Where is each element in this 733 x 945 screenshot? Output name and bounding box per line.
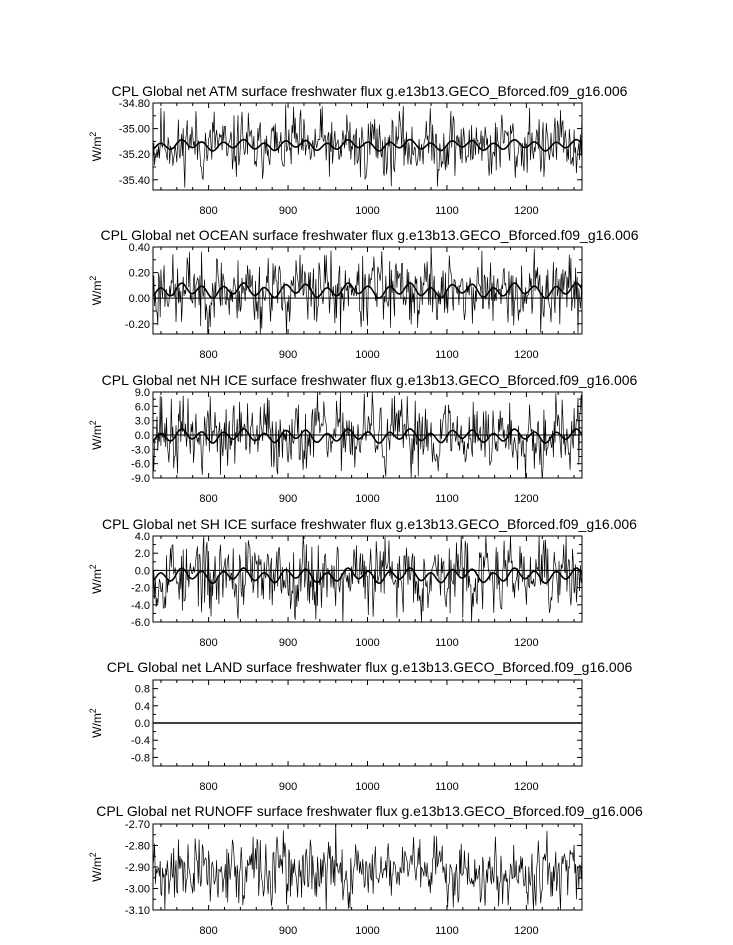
y-tick-label: 0.00 bbox=[128, 293, 150, 306]
y-axis-label-unit: W/m bbox=[90, 136, 104, 162]
chart-panel-4 bbox=[88, 516, 637, 649]
y-axis-label bbox=[88, 276, 104, 306]
series-line-annual bbox=[153, 105, 582, 188]
x-tick-label: 1000 bbox=[355, 493, 380, 505]
y-tick-label: 0.8 bbox=[134, 683, 150, 696]
chart-title: CPL Global net ATM surface freshwater flux g.e13b13.GECO_Bforced.f09_g16.006 bbox=[111, 83, 628, 99]
x-tick-label: 900 bbox=[278, 205, 298, 217]
chart-panel-2 bbox=[88, 227, 639, 361]
y-axis-label bbox=[88, 564, 104, 594]
x-tick-label: 1100 bbox=[435, 637, 459, 649]
x-tick-label: 1200 bbox=[514, 781, 539, 793]
y-tick-label: 0.40 bbox=[128, 242, 150, 254]
y-tick-label: -2.80 bbox=[124, 840, 150, 853]
x-tick-label: 1000 bbox=[355, 781, 380, 793]
x-tick-label: 900 bbox=[278, 637, 298, 649]
x-tick-label: 900 bbox=[278, 349, 298, 361]
y-tick-label: -3.0 bbox=[131, 444, 150, 457]
y-tick-label: -35.40 bbox=[118, 174, 150, 187]
y-tick-label: -6.0 bbox=[131, 458, 150, 471]
chart-panel-3 bbox=[88, 372, 638, 505]
y-tick-label: 6.0 bbox=[134, 401, 150, 414]
y-axis-label-exponent: 2 bbox=[88, 275, 98, 281]
y-tick-label: -9.0 bbox=[131, 473, 150, 485]
x-tick-label: 1100 bbox=[435, 205, 459, 217]
plot-frame bbox=[153, 824, 582, 910]
x-tick-label: 900 bbox=[278, 781, 298, 793]
x-tick-label: 1100 bbox=[435, 349, 459, 361]
chart-title: CPL Global net RUNOFF surface freshwater flux g.e13b13.GECO_Bforced.f09_g16.006 bbox=[96, 803, 643, 819]
y-tick-label: 0.0 bbox=[134, 718, 150, 730]
x-tick-label: 1100 bbox=[435, 925, 459, 937]
x-tick-label: 1200 bbox=[514, 205, 539, 217]
y-axis-label-unit: W/m bbox=[90, 425, 104, 450]
y-axis-label-exponent: 2 bbox=[88, 708, 98, 714]
y-tick-label: -6.0 bbox=[131, 617, 150, 629]
y-tick-label: -3.00 bbox=[124, 883, 150, 896]
y-axis-label-exponent: 2 bbox=[88, 852, 98, 858]
x-tick-label: 1000 bbox=[355, 925, 380, 937]
x-tick-label: 900 bbox=[278, 493, 298, 505]
chart-title: CPL Global net LAND surface freshwater flux g.e13b13.GECO_Bforced.f09_g16.006 bbox=[106, 659, 633, 675]
y-axis-label-unit: W/m bbox=[90, 569, 104, 594]
y-tick-label: -34.80 bbox=[118, 98, 150, 110]
y-axis-label-exponent: 2 bbox=[88, 420, 98, 426]
x-tick-label: 1200 bbox=[514, 349, 539, 361]
y-axis-label-unit: W/m bbox=[90, 713, 104, 738]
y-tick-label: 4.0 bbox=[134, 531, 150, 543]
y-axis-label bbox=[88, 420, 104, 450]
x-tick-label: 1200 bbox=[514, 925, 539, 937]
y-tick-label: -35.20 bbox=[118, 149, 150, 162]
chart-panel-1 bbox=[88, 83, 628, 217]
x-tick-label: 800 bbox=[199, 925, 218, 937]
y-tick-label: -4.0 bbox=[131, 599, 150, 612]
y-tick-label: -0.4 bbox=[131, 735, 150, 748]
y-axis-label-exponent: 2 bbox=[88, 131, 98, 137]
y-tick-label: -2.70 bbox=[124, 819, 150, 831]
y-tick-label: -0.20 bbox=[124, 318, 150, 331]
series-line-annual bbox=[153, 824, 582, 910]
y-tick-label: 2.0 bbox=[134, 548, 150, 561]
chart-title: CPL Global net NH ICE surface freshwater flux g.e13b13.GECO_Bforced.f09_g16.006 bbox=[101, 372, 638, 388]
y-tick-label: 3.0 bbox=[134, 415, 150, 428]
y-tick-label: 0.20 bbox=[128, 267, 150, 280]
x-tick-label: 1000 bbox=[355, 637, 380, 649]
x-tick-label: 1200 bbox=[514, 493, 539, 505]
x-tick-label: 1100 bbox=[435, 493, 459, 505]
x-tick-label: 900 bbox=[278, 925, 298, 937]
x-tick-label: 800 bbox=[199, 493, 218, 505]
series-line-annual bbox=[153, 247, 582, 334]
x-tick-label: 800 bbox=[199, 349, 218, 361]
y-axis-label bbox=[88, 132, 104, 162]
y-tick-label: 0.0 bbox=[134, 430, 150, 442]
y-tick-label: 0.0 bbox=[134, 565, 150, 578]
chart-panel-5 bbox=[88, 659, 632, 793]
x-tick-label: 800 bbox=[199, 637, 218, 649]
x-tick-label: 800 bbox=[199, 781, 218, 793]
x-tick-label: 1000 bbox=[355, 205, 380, 217]
chart-title: CPL Global net OCEAN surface freshwater flux g.e13b13.GECO_Bforced.f09_g16.006 bbox=[100, 227, 639, 243]
y-tick-label: -2.0 bbox=[131, 582, 150, 595]
x-tick-label: 1200 bbox=[514, 637, 539, 649]
y-tick-label: -2.90 bbox=[124, 862, 150, 874]
chart-panel-6 bbox=[88, 803, 643, 937]
x-tick-label: 800 bbox=[199, 205, 218, 217]
y-axis-label bbox=[88, 852, 104, 882]
y-tick-label: 9.0 bbox=[134, 387, 150, 399]
y-tick-label: -3.10 bbox=[124, 905, 150, 917]
y-tick-label: -35.00 bbox=[118, 123, 150, 136]
y-axis-label bbox=[88, 708, 104, 738]
y-tick-label: -0.8 bbox=[131, 752, 150, 765]
x-tick-label: 1100 bbox=[435, 781, 459, 793]
y-tick-label: 0.4 bbox=[134, 700, 150, 713]
chart-title: CPL Global net SH ICE surface freshwater flux g.e13b13.GECO_Bforced.f09_g16.006 bbox=[102, 516, 637, 532]
y-axis-label-unit: W/m bbox=[90, 280, 104, 306]
x-tick-label: 1000 bbox=[355, 349, 380, 361]
y-axis-label-exponent: 2 bbox=[88, 564, 98, 570]
y-axis-label-unit: W/m bbox=[90, 857, 104, 882]
